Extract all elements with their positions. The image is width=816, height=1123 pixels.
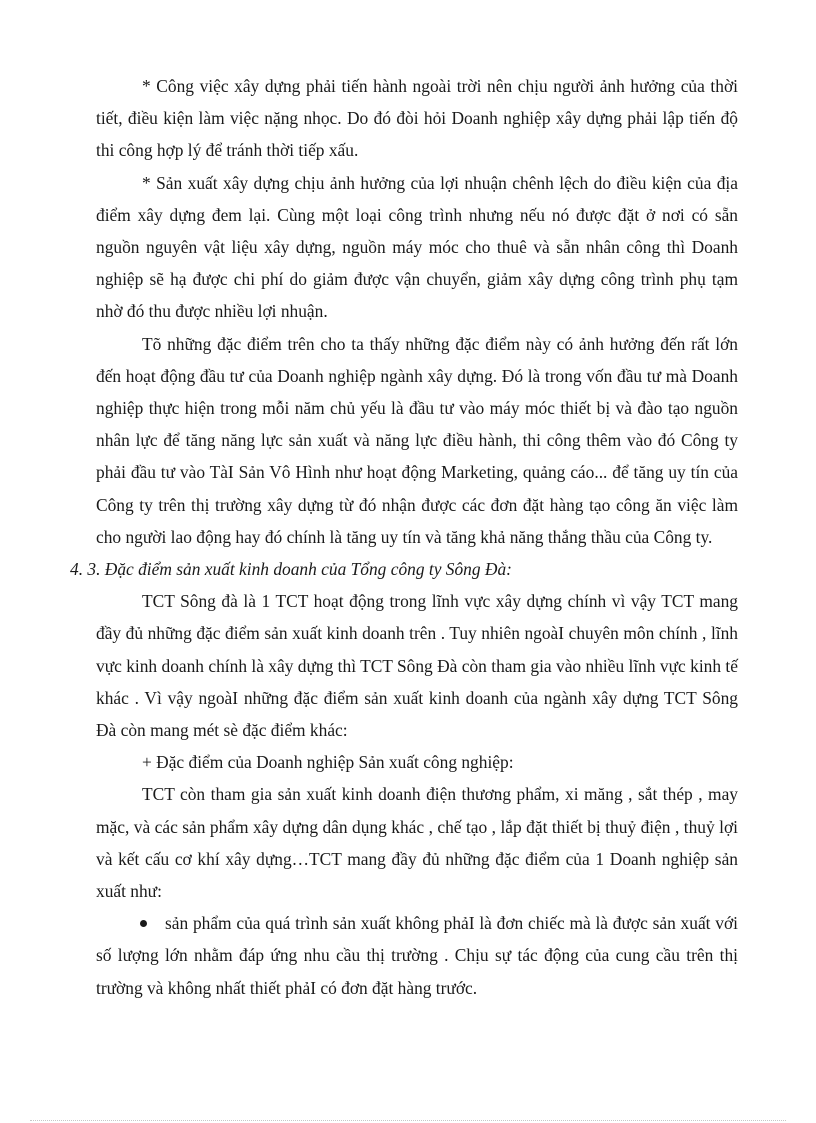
paragraph-song-da: TCT Sông đà là 1 TCT hoạt động trong lĩnh vực xây dựng chính vì vậy TCT mang đầy đủ những đặc điểm sản xuất kinh doanh trên . Tuy nhiên ngoàI chuyên môn chính , lĩnh vực kinh doanh chính là xây dựng thì TCT Sông Đà còn tham gia vào nhiều lĩnh vực kinh tế khác . Vì vậy ngoàI những đặc điểm sản xuất kinh doanh của ngành xây dựng TCT Sông Đà còn mang mét sè đặc điểm khác:	[96, 591, 738, 741]
document-page	[70, 70, 738, 1004]
paragraph-products: TCT còn tham gia sản xuất kinh doanh điện thương phẩm, xi măng , sắt thép , may mặc, và các sản phẩm xây dựng dân dụng khác , chế tạo , lắp đặt thiết bị thuỷ điện , thuỷ lợi và kết cấu cơ khí xây dựng…TCT mang đầy đủ những đặc điểm của 1 Doanh nghiệp sản xuất như:	[96, 784, 738, 902]
paragraph-weather: * Công việc xây dựng phải tiến hành ngoài trời nên chịu người ảnh hưởng của thời tiết, điều kiện làm việc nặng nhọc. Do đó đòi hỏi Doanh nghiệp xây dựng phải lập tiến độ thi công hợp lý để tránh thời tiếp xấu.	[96, 76, 738, 161]
section-heading: 4. 3. Đặc điểm sản xuất kinh doanh của Tổng công ty Sông Đà:	[70, 559, 512, 580]
bullet-item	[96, 907, 738, 1004]
page-bottom-divider	[30, 1120, 786, 1121]
paragraph-investment: Tõ những đặc điểm trên cho ta thấy những đặc điểm này có ảnh hưởng đến rất lớn đến hoạt động đầu tư của Doanh nghiệp ngành xây dựng. Đó là trong vốn đầu tư mà Doanh nghiệp thực hiện trong mỗi năm chủ yếu là đầu tư vào máy móc thiết bị và đào tạo nguồn nhân lực để tăng năng lực sản xuất và năng lực điều hành, thi công thêm vào đó Công ty phải đầu tư vào TàI Sản Vô Hình như hoạt động Marketing, quảng cáo... để tăng uy tín của Công ty trên thị trường xây dựng từ đó nhận được các đơn đặt hàng tạo công ăn việc làm cho người lao động hay đó chính là tăng uy tín và tăng khả năng thắng thầu của Công ty.	[96, 333, 738, 547]
paragraph-location-profit: * Sản xuất xây dựng chịu ảnh hưởng của lợi nhuận chênh lệch do điều kiện của địa điểm xây dựng đem lại. Cùng một loại công trình nhưng nếu nó được đặt ở nơi có sẵn nguồn nguyên vật liệu xây dựng, nguồn máy móc cho thuê và sẵn nhân công thì Doanh nghiệp sẽ hạ được chi phí do giảm được vận chuyển, giảm xây dựng công trình phụ tạm nhờ đó thu được nhiều lợi nhuận.	[96, 172, 738, 322]
bullet-text: sản phẩm của quá trình sản xuất không phảI là đơn chiếc mà là được sản xuất với số lượng lớn nhằm đáp ứng nhu cầu thị trường . Chịu sự tác động của cung cầu trên thị trường và không nhất thiết phảI có đơn đặt hàng trước.	[96, 913, 738, 998]
paragraph-industrial-feature: + Đặc điểm của Doanh nghiệp Sản xuất công nghiệp:	[142, 752, 514, 773]
bullet-icon	[140, 920, 147, 927]
